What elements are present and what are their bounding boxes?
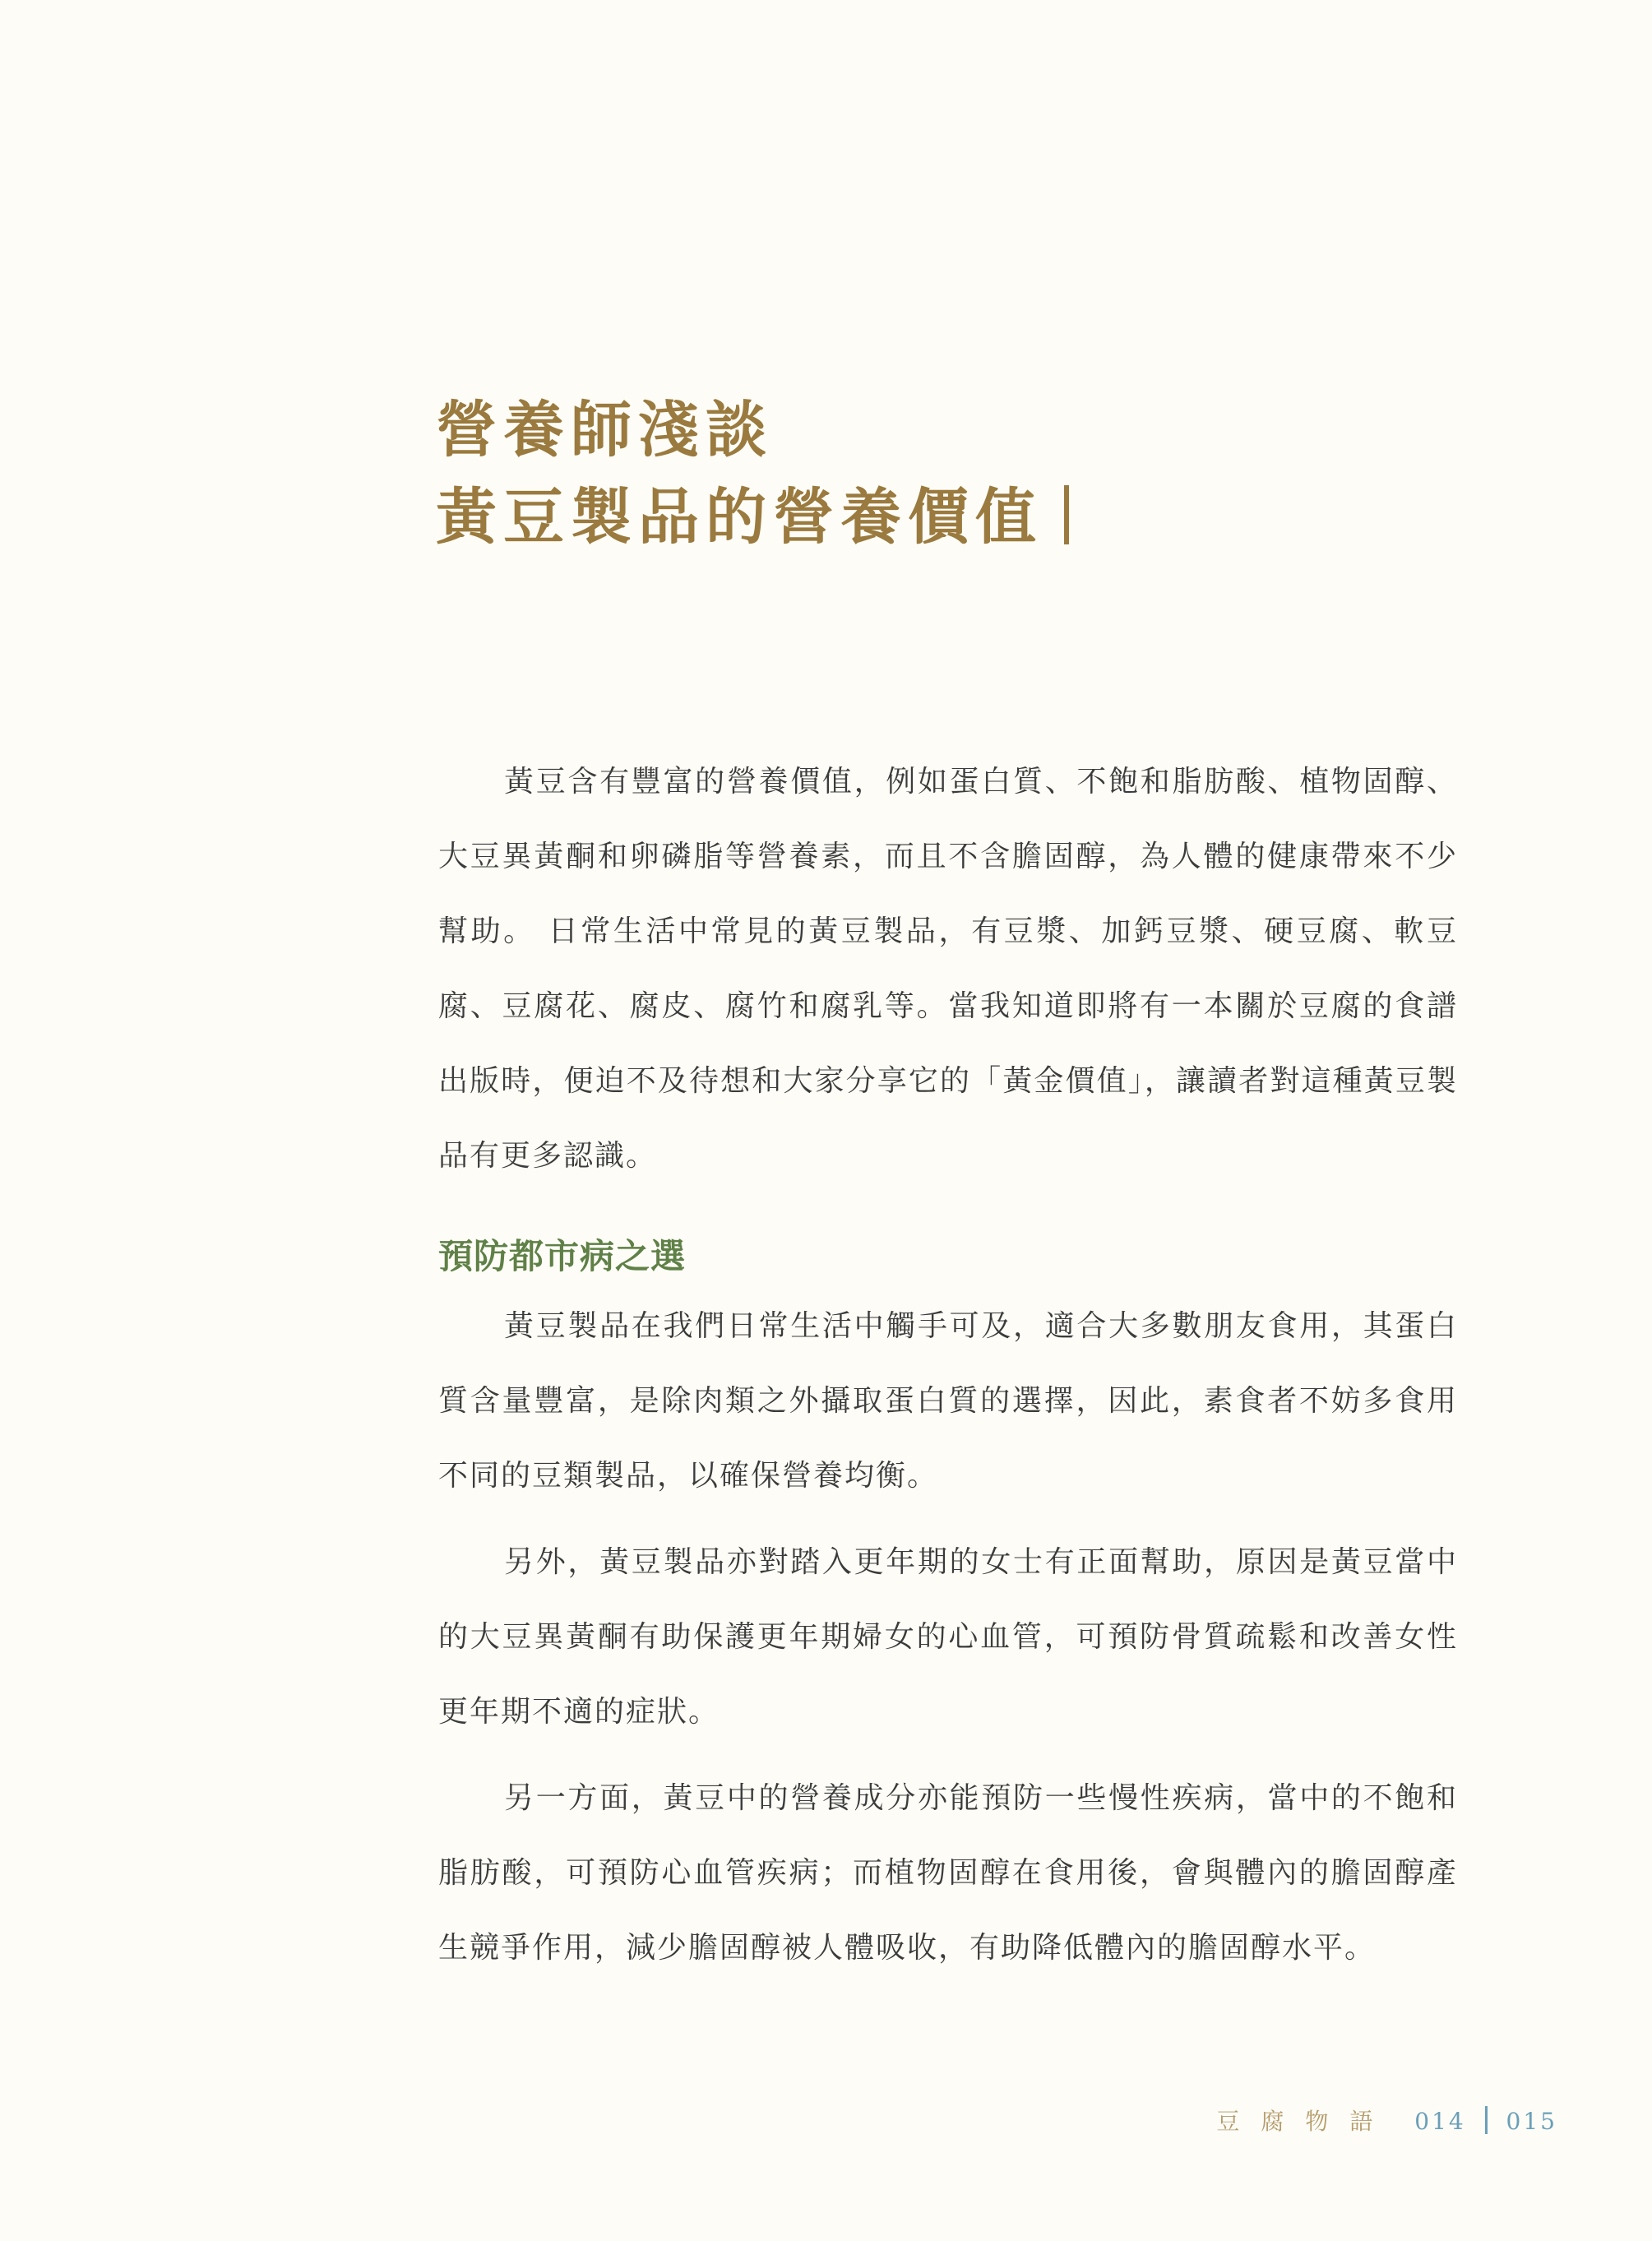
paragraph-gap	[438, 1749, 1458, 1761]
section-paragraph-2: 另外，黃豆製品亦對踏入更年期的女士有正面幫助，原因是黃豆當中的大豆異黃酮有助保護更年期婦女的心血管，可預防骨質疏鬆和改善女性更年期不適的症狀。	[438, 1545, 1458, 1729]
page-number-divider	[1485, 2106, 1488, 2134]
section-paragraph-1: 黃豆製品在我們日常生活中觸手可及，適合大多數朋友食用，其蛋白質含量豐富，是除肉類之外攝取蛋白質的選擇，因此，素食者不妨多食用不同的豆類製品，以確保營養均衡。	[438, 1309, 1458, 1493]
footer-book-title: 豆腐物語	[1216, 2108, 1395, 2135]
page-footer	[1216, 2102, 1557, 2141]
title-line-2-text: 黃豆製品的營養價值	[436, 482, 1043, 553]
page-title	[436, 387, 1069, 561]
title-bar-divider	[1064, 485, 1069, 544]
title-line-2	[436, 474, 1069, 561]
section-paragraph-3: 另一方面，黃豆中的營養成分亦能預防一些慢性疾病，當中的不飽和脂肪酸，可預防心血管疾病；而植物固醇在食用後，會與體內的膽固醇產生競爭作用，減少膽固醇被人體吸收，有助降低體內的膽固醇水平。	[438, 1781, 1458, 1965]
title-line-1: 營養師淺談	[436, 395, 773, 465]
section-heading: 預防都市病之選	[438, 1236, 687, 1276]
article-body	[438, 744, 1458, 1985]
page-number-left: 014	[1414, 2108, 1466, 2135]
page-number-right: 015	[1506, 2108, 1557, 2135]
paragraph-gap	[438, 1513, 1458, 1525]
intro-paragraph: 黃豆含有豐富的營養價值，例如蛋白質、不飽和脂肪酸、植物固醇、大豆異黃酮和卵磷脂等營養素，而且不含膽固醇，為人體的健康帶來不少幫助。 日常生活中常見的黃豆製品，有豆漿、加鈣豆漿、硬豆腐、軟豆腐、豆腐花、腐皮、腐竹和腐乳等。當我知道即將有一本關於豆腐的食譜出版時，便迫不及待想和大家分享它的「黃金價值」，讓讀者對這種黃豆製品有更多認識。	[438, 765, 1458, 1173]
